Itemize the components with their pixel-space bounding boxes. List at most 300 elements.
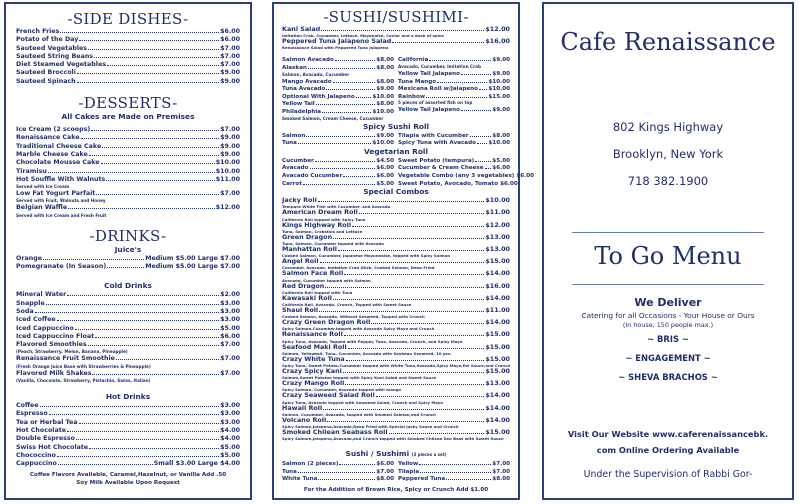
menu-item [16,355,240,363]
item-description: Spicy Salmon,Jalapeno,Avocado,and Crunch topped with Smoked Chilean Sea Bass with Sweet Sauce [282,436,504,442]
item-name: Hot Souffle With Walnuts [16,175,106,183]
dot-leader [316,100,375,105]
special-combos-title: Special Combos [363,187,429,197]
item-price: $9.00 [220,77,240,85]
dot-leader [92,370,219,375]
dot-leader [79,36,219,41]
item-description: Cooked Salmon, Cucumber, Japanese Mayonnaise, topped with Spicy Salmon [282,253,451,259]
item-price: $6.00 [220,28,240,35]
dot-leader [437,78,487,83]
item-name: Peppered Tuna [398,476,446,483]
item-name: Kings Highway Roll [282,220,352,229]
item-name: Sweet Potato (tempura) [398,157,475,164]
item-name: Smoked Chilean Seabass Roll [282,427,388,436]
item-description: Tempura White Fish with Cucumber, and Avacado [282,204,391,210]
dot-leader [306,132,375,137]
item-name: Chocolate Mousse Cake [16,159,100,167]
item-name: Cucumber & Cream Cheese [398,165,484,172]
menu-item [398,157,510,165]
item-name: Marble Cheese Cake [16,150,88,158]
dot-leader [67,427,219,432]
item-description: Spicy Salmon, Cucumber, Avacado topped with mango [282,387,402,393]
item-price: $14.00 [485,403,510,412]
item-name: Tilapia with Cucumber [398,132,469,139]
item-description: Salmon,Sweet Potatoe topped with Spicy Kani Salad and Sweet Sauce [282,375,437,381]
item-price: $5.00 [492,157,510,164]
item-price: $10.00 [488,78,510,85]
dot-leader [60,28,219,33]
dot-leader [46,300,219,305]
item-price: $3.00 [220,410,240,418]
spicy-right-column [398,132,510,147]
menu-item [16,435,240,443]
item-description: Served with Fruit, Walnuts and Honey [16,198,106,204]
item-name: Kani Salad [282,25,321,33]
dot-leader [461,70,491,75]
dot-leader [319,307,484,312]
sushi-panel [272,2,535,500]
menu-item [282,392,510,399]
menu-item [282,405,510,412]
dot-leader [96,190,219,195]
item-name: Optional With Jalapeno [282,93,355,100]
menu-item [16,325,240,333]
dot-leader [89,444,219,449]
dot-leader [477,139,487,144]
juices-title: Juice's [114,244,142,254]
vegetarian-right-column [398,157,535,187]
item-price: $6.00 [500,180,518,187]
item-name: Salmon (2 pieces) [282,461,339,468]
dot-leader [303,180,375,185]
dot-leader [79,419,220,424]
item-name: Tuna Avacado [282,86,326,93]
dot-leader [318,475,375,480]
event-bris: ~ BRIS ~ [647,334,689,344]
menu-item [282,475,394,483]
item-description: Spicy Tuna, Sweet Potato,Cucumber topped with White Tuna,Avocado,Spicy Mayo,Eel Sauce,and Crunch [282,362,510,368]
menu-item [282,258,510,265]
menu-item [282,100,394,108]
item-price: $6.00 [220,36,240,44]
item-price: $7.00 [492,461,510,468]
dot-leader [479,85,487,90]
item-price: $5.00 [220,324,240,332]
item-price: $6.00 [376,165,394,172]
dot-leader [298,468,375,473]
item-name: Yellow Tail Jalapeno [398,107,460,114]
desserts-title: -DESSERTS- [78,94,178,113]
item-price: $8.00 [376,78,394,85]
item-name: Tuna [282,140,297,147]
desserts-subtitle: All Cakes are Made on Premises [61,112,195,122]
item-price: $15.00 [485,366,510,375]
dot-leader [107,263,144,268]
hot-drinks-title: Hot Drinks [105,392,151,402]
menu-item [282,38,510,45]
item-name: Sauteed Vegetables [16,44,88,52]
item-name: French Fries [16,28,60,35]
item-price: $15.00 [485,330,510,339]
item-description: Avacado, Cucumber, Imitation Crab [398,64,481,69]
item-price: $7.00 [376,468,394,475]
item-name: Tuna [282,468,297,475]
menu-item [398,85,510,93]
top-divider [572,232,764,233]
dot-leader [346,356,485,361]
dot-leader [356,93,372,98]
item-price: $3.00 [220,316,240,324]
item-price: $3.00 [220,307,240,315]
item-price: $12.00 [485,220,510,229]
phone-number: 718 382.1900 [627,174,709,188]
item-name: Carrot [282,180,302,187]
item-price: $10.00 [215,159,240,167]
item-description: Spicy Tuna, Avacado, Topped with Pepper, Tuna, Avacado, Crunch, and Spicy Mayo [282,338,463,344]
menu-item [398,93,510,101]
item-name: Low Fat Yogurt Parfait [16,190,96,198]
vegetarian-roll-title: Vegetarian Roll [364,146,428,156]
item-name: Mineral Water [16,291,67,299]
bottom-divider [572,284,764,285]
item-price: $9.00 [220,150,240,158]
dot-leader [89,151,219,156]
dot-leader [323,405,484,410]
item-name: Angel Roll [282,257,319,266]
item-price: Medium $5.00 Large $7.00 [145,263,240,271]
item-description: Avacado, Cucumber topped with Salmon [282,277,371,283]
dot-leader [475,157,491,162]
dot-leader [429,56,491,61]
menu-item [282,380,510,387]
brown-rice-note: For the Addition of Brown Rice, Spicy or Crunch Add $1.00 [303,486,489,493]
item-price: $9.00 [492,57,510,64]
menu-item [16,402,240,410]
to-go-menu-title: To Go Menu [594,242,742,270]
dot-leader [67,291,219,296]
item-price: $3.00 [220,299,240,307]
item-price: $5.00 [220,443,240,451]
item-price: $5.00 [376,180,394,187]
menu-item [282,78,394,86]
item-description: Cucumber, Avacado, Imitation Crab Stick, Cooked Salmon, Deep Fried [282,265,435,271]
dot-leader [343,368,485,373]
dot-leader [308,64,375,69]
dot-leader [107,61,219,66]
item-name: Renaissance Cake [16,134,80,142]
menu-item [16,45,240,53]
item-description: 5 pieces of assorted fish on top [398,100,473,106]
item-price: $9.00 [492,107,510,114]
item-name: Sauteed String Beans [16,52,94,60]
menu-item [398,139,510,147]
menu-item [282,85,394,93]
dot-leader [95,333,219,338]
rolls-grid [282,56,510,121]
item-name: Crazy Green Dragon Roll [282,318,371,327]
item-description: California Roll topped with Spicy Tuna [282,216,366,222]
dot-leader [345,380,484,385]
item-name: Iced Cappuccino [16,324,74,332]
item-name: Sauteed Spinach [16,77,76,85]
item-name: Kawasaki Roll [282,293,332,302]
item-name: Soda [16,307,34,315]
item-name: Jacky Roll [282,196,317,205]
menu-item [398,56,510,64]
item-price: $5.00 [220,451,240,459]
item-name: Crazy White Tuna [282,354,345,363]
item-name: Manhattan Roll [282,244,337,253]
item-price: $3.00 [220,402,240,410]
item-price: $7.00 [220,369,240,377]
dot-leader [352,222,484,227]
cold-drinks-title: Cold Drinks [104,281,152,291]
delivery-info [544,296,792,387]
item-price: $8.00 [376,65,394,71]
dot-leader [77,78,219,83]
juices-list [16,255,240,272]
item-name: Shaul Roll [282,305,319,314]
menu-item [16,168,240,176]
menu-item [16,427,240,435]
item-price: $15.00 [485,257,510,266]
menu-item [282,139,394,147]
item-name: Chococcino [16,451,56,459]
item-description: Cooked Salmon, Avacado, Without Seaweed, Topped with Crunch [282,314,425,320]
sushi-sashimi-right-column [398,460,510,483]
item-name: Green Dragon [282,232,333,241]
item-price: $15.00 [485,354,510,363]
item-name: Swiss Hot Chocolate [16,443,89,451]
menu-item [398,70,510,78]
menu-item [16,204,240,212]
dot-leader [339,460,375,465]
item-price: $7.00 [220,126,240,134]
menu-item [282,368,510,375]
dot-leader [310,164,376,169]
sushi-sashimi-title-note: (2 pieces a set) [411,452,447,458]
item-price: $9.00 [376,86,394,93]
menu-item [16,419,240,427]
menu-item [282,64,394,72]
item-price: $10.00 [215,167,240,175]
dot-leader [58,460,153,465]
item-name: Salmon Avacado [282,57,334,64]
dot-leader [338,246,484,251]
item-name: Vegetable Combo (any 3 vegetables) [398,172,515,179]
cold-drinks-list [16,291,240,384]
item-name: Mexicana Roll w/Jalapeno [398,86,478,93]
dot-leader [48,168,215,173]
item-description: California Roll topped with Tuna [282,289,353,295]
item-name: Sweet Potato, Avocado, Tomato [398,180,499,187]
item-description: Salmon, Yellowtail, Tuna, Cucumber, Avacado with Soybean Seaweed, 10 pcs. [282,350,452,356]
item-price: $4.00 [220,426,240,434]
menu-item [282,93,394,101]
item-price: $16.00 [485,37,510,46]
dot-leader [420,468,491,473]
item-name: Tea or Herbal Tea [16,418,78,426]
item-name: Orange [16,254,42,262]
item-price: $9.00 [492,71,510,77]
item-description: (Fresh Orange Juice Base with Strawberries & Pineapple) [16,363,151,369]
item-price: $14.00 [485,391,510,400]
dot-leader [49,410,219,415]
item-name: Renaissance Fruit Smoothie [16,355,115,363]
item-price: $8.00 [376,57,394,64]
dot-leader [426,93,487,98]
item-description: Imitation Crab, Cucumber, Lettuce, Mayonaise, Caviar and a dash of spice [282,33,444,39]
event-engagement: ~ ENGAGEMENT ~ [625,353,711,363]
dot-leader [485,164,492,169]
side-dishes-list [16,28,240,86]
item-name: Cucumber [282,157,314,164]
menu-item [282,132,394,140]
item-name: Traditional Cheese Cake [16,142,102,150]
menu-item [16,341,240,349]
item-price: $8.00 [376,101,394,108]
capacity-text: (In house, 150 people max.) [622,321,714,329]
item-name: Hawaii Roll [282,403,323,412]
dot-leader [325,283,484,288]
item-name: Salmon [282,132,306,139]
dot-leader [106,176,214,181]
dot-leader [322,108,371,113]
event-sheva-brachos: ~ SHEVA BRACHOS ~ [618,372,718,382]
item-name: Spicy Tuna with Avacado [398,140,476,147]
item-price: $4.50 [376,157,394,164]
item-description: Tuna, Salmon, Crabstick and Lettuce [282,228,363,234]
item-name: Yellow Tail Jalapeno [398,71,460,77]
menu-item [16,444,240,452]
menu-item [282,108,394,116]
dot-leader [348,344,485,349]
dot-leader [101,159,215,164]
salads-list [282,26,510,50]
item-price: $7.00 [220,61,240,69]
menu-item [282,356,510,363]
dot-leader [461,106,491,111]
item-name: Coffee [16,402,39,410]
website-info [544,426,792,458]
item-name: Tiramisu [16,167,47,175]
address-city: Brooklyn, New York [612,147,724,161]
dot-leader [315,157,376,162]
item-name: Renaissance Roll [282,330,343,339]
menu-item [16,300,240,308]
dot-leader [470,132,492,137]
menu-item [16,316,240,324]
item-price: $11.00 [485,305,510,314]
item-price: $15.00 [485,427,510,436]
coffee-flavors-note: Coffee Flavors Available, Caramel,Hazelnut, or Vanilla Add .50 [29,472,227,479]
item-price: $13.00 [485,379,510,388]
dot-leader [326,85,375,90]
item-price: $14.00 [485,318,510,327]
item-name: Crazy Spicy Kani [282,366,342,375]
cafe-name: Cafe Renaissance [560,28,776,56]
item-price: $7.00 [220,52,240,60]
rolls-left-column [282,56,394,121]
item-price: $2.00 [220,291,240,299]
menu-item [16,190,240,198]
item-price: $8.00 [492,132,510,139]
menu-item [398,468,510,476]
menu-item [282,460,394,468]
menu-item [282,164,394,172]
item-price: $16.00 [485,281,510,290]
menu-item [16,126,240,134]
item-name: Rainbow [398,93,425,100]
item-price: $13.00 [485,232,510,241]
sushi-sashimi-grid [282,460,510,483]
catering-text: Catering for all Occasions - Your House or Ours [581,311,755,320]
item-price: $14.00 [485,269,510,278]
menu-item [16,255,240,263]
menu-item [16,291,240,299]
menu-item [398,106,510,114]
drinks-title: -DRINKS- [89,226,167,245]
item-price: $10.00 [372,93,394,100]
website-line-1[interactable]: Visit Our Website www.caferenaissancebk. [567,429,769,439]
menu-item [282,307,510,314]
dot-leader [35,308,219,313]
menu-item [282,283,510,290]
item-price: $11.00 [485,208,510,217]
dot-leader [75,325,219,330]
menu-item [282,331,510,338]
item-price: $14.00 [485,415,510,424]
item-price: $11.00 [215,175,240,183]
dot-leader [94,53,219,58]
item-description: (Vanilla, Chocolate, Strawberry, Pistachio, Swiss, Italian) [16,378,151,384]
vegetarian-left-column [282,157,394,187]
item-description: Served with Ice Cream and Fresh Fruit [16,212,107,218]
dot-leader [419,460,491,465]
menu-item [16,143,240,151]
item-price: $7.00 [220,341,240,349]
menu-item [282,172,394,180]
item-name: Iced Coffee [16,316,56,324]
item-price: $6.00 [220,332,240,340]
menu-item [398,172,535,180]
item-name: Mango Avacado [282,78,332,85]
dot-leader [333,295,484,300]
side-dishes-desserts-drinks-panel [4,2,252,500]
dot-leader [91,126,219,131]
item-name: Double Espresso [16,435,75,443]
menu-item [16,308,240,316]
item-name: Flavored Smoothies [16,341,87,349]
item-price: $7.00 [492,468,510,475]
dot-leader [76,435,219,440]
spicy-left-column [282,132,394,147]
menu-item [282,417,510,424]
item-name: Volcano Roll [282,415,327,424]
dot-leader [327,417,484,422]
menu-item [398,164,510,172]
soy-milk-note: Soy Milk Available Upon Request [76,479,180,486]
menu-item [398,78,510,86]
menu-item [282,209,510,216]
menu-item [398,180,518,188]
dot-leader [376,392,485,397]
item-price: $10.00 [485,196,510,205]
menu-item [16,410,240,418]
dot-leader [392,38,484,43]
sushi-title: -SUSHI/SUSHIMI- [323,8,469,26]
menu-item [16,452,240,460]
